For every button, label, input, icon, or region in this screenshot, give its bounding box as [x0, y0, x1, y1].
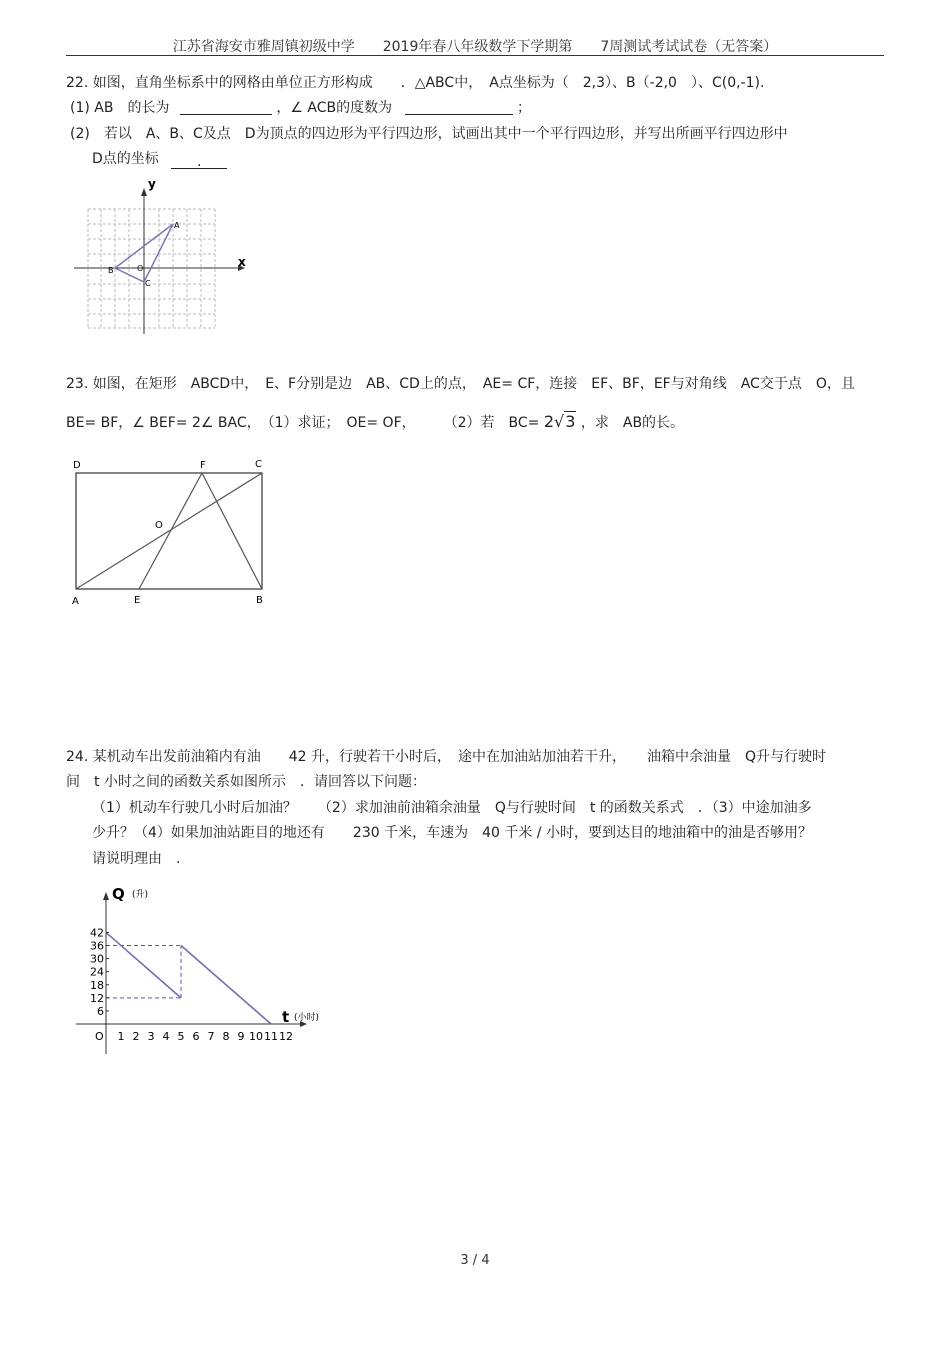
q22-line2-end: ； — [517, 100, 531, 116]
q22-label-a: A — [174, 221, 180, 230]
q24-y-tick-label: 6 — [97, 1004, 104, 1018]
q22-label-b: B — [108, 266, 114, 275]
q23-label-c: C — [255, 459, 262, 470]
q24-x-tick-label: 3 — [147, 1030, 155, 1043]
q24-series-line-0 — [106, 932, 181, 997]
q22-line3: (2) 若以 A、B、C及点 D为顶点的四边形为平行四边形，试画出其中一个平行四边形，并写出所画平行四边形中 — [70, 126, 788, 142]
q22-d-prompt: D点的坐标 — [92, 151, 159, 167]
q24-y-unit: (升) — [132, 890, 149, 900]
q24-y-tick-label: 36 — [90, 939, 104, 953]
q22-x-label: x — [238, 255, 246, 269]
q24-x-tick-label: 7 — [207, 1030, 215, 1043]
q24-x-tick-label: 11 — [264, 1030, 278, 1043]
q24-y-tick-label: 42 — [90, 926, 104, 940]
q24-y-arrow — [103, 892, 109, 900]
q23-line2 — [66, 412, 684, 432]
q22-y-arrow — [141, 188, 147, 196]
q23-label-b: B — [256, 595, 263, 606]
q23-rectangle-figure — [66, 452, 276, 612]
q24-x-tick-label: 1 — [117, 1030, 125, 1043]
q23-radical-sign: √ — [554, 412, 565, 431]
q22-ab-prompt: (1) AB 的长为 — [70, 100, 170, 116]
q24-y-tick-label: 18 — [90, 978, 104, 992]
q22-ab-blank — [180, 100, 272, 115]
q23-label-d: D — [73, 460, 81, 471]
q23-label-e: E — [134, 595, 141, 606]
page-header: 江苏省海安市雅周镇初级中学 2019年春八年级数学下学期第 7周测试考试试卷（无答案） — [172, 39, 778, 55]
q24-x-tick-label: 12 — [279, 1030, 293, 1043]
q22-coordinate-grid — [70, 176, 250, 336]
q24-x-label: t — [282, 1008, 290, 1026]
q22-line1: 22. 如图，直角坐标系中的网格由单位正方形构成 ．△ABC中， A点坐标为（ 2,3）、B（-2,0 ）、C(0,-1). — [66, 75, 765, 91]
q22-line2 — [70, 97, 531, 117]
q24-x-tick-label: 9 — [237, 1030, 245, 1043]
q22-y-label: y — [148, 177, 156, 191]
q24-line3: （1）机动车行驶几小时后加油？ （2）求加油前油箱余油量 Q与行驶时间 t 的函数关系式 ．（3）中途加油多 — [92, 800, 812, 816]
q23-diagonal-ac — [76, 473, 262, 589]
q22-acb-blank — [405, 100, 513, 115]
q24-line5: 请说明理由 . — [92, 851, 181, 867]
q22-d-blank-dot: . — [197, 154, 202, 170]
q24-y-tick-label: 12 — [90, 991, 104, 1005]
q24-x-unit: (小时) — [294, 1013, 320, 1023]
q23-label-a: A — [72, 596, 79, 607]
q23-sqrt-coef: 2 — [543, 412, 555, 431]
q22-label-o: O — [137, 264, 144, 273]
q22-label-c: C — [145, 279, 151, 288]
q23-sqrt-expression — [544, 411, 577, 431]
q24-x-tick-label: 5 — [177, 1030, 185, 1043]
q23-line2-end: ，求 AB的长。 — [580, 415, 685, 431]
q22-acb-prompt: ，∠ ACB的度数为 — [276, 100, 393, 116]
q24-origin-label: O — [95, 1030, 104, 1043]
q24-y-label: Q — [112, 885, 125, 903]
q23-label-f: F — [200, 460, 206, 471]
q24-y-tick-label: 30 — [90, 952, 104, 966]
q23-label-o: O — [155, 520, 163, 531]
q23-segment-ef — [139, 473, 202, 589]
q24-line1: 24. 某机动车出发前油箱内有油 42 升，行驶若干小时后， 途中在加油站加油若干升， 油箱中余油量 Q升与行驶时 — [66, 749, 826, 765]
header-rule — [66, 55, 884, 56]
q23-line1: 23. 如图，在矩形 ABCD中， E、F分别是边 AB、CD上的点， AE= CF，连接 EF、BF，EF与对角线 AC交于点 O，且 — [66, 376, 855, 392]
q24-x-tick-label: 10 — [249, 1030, 263, 1043]
q24-line2: 间 t 小时之间的函数关系如图所示 ．请回答以下问题： — [66, 774, 426, 790]
q24-y-tick-label: 24 — [90, 965, 104, 979]
q24-fuel-chart — [70, 878, 340, 1058]
q22-line4 — [92, 148, 227, 169]
q23-segment-bf — [202, 473, 262, 589]
q23-line2-text: BE= BF，∠ BEF= 2∠ BAC， （1）求证； OE= OF， （2）若 BC= — [66, 415, 540, 431]
q24-series-line-1 — [181, 946, 271, 1024]
q24-x-tick-label: 8 — [222, 1030, 230, 1043]
q24-x-tick-label: 6 — [192, 1030, 200, 1043]
q24-x-tick-label: 4 — [162, 1030, 170, 1043]
page-number: 3 / 4 — [460, 1253, 490, 1268]
q22-d-blank — [171, 154, 227, 169]
q24-x-tick-label: 2 — [132, 1030, 140, 1043]
q23-sqrt-radicand: 3 — [565, 412, 576, 431]
q24-line4: 少升？（4）如果加油站距目的地还有 230 千米，车速为 40 千米 / 小时，要到达目的地油箱中的油是否够用？ — [92, 825, 812, 841]
